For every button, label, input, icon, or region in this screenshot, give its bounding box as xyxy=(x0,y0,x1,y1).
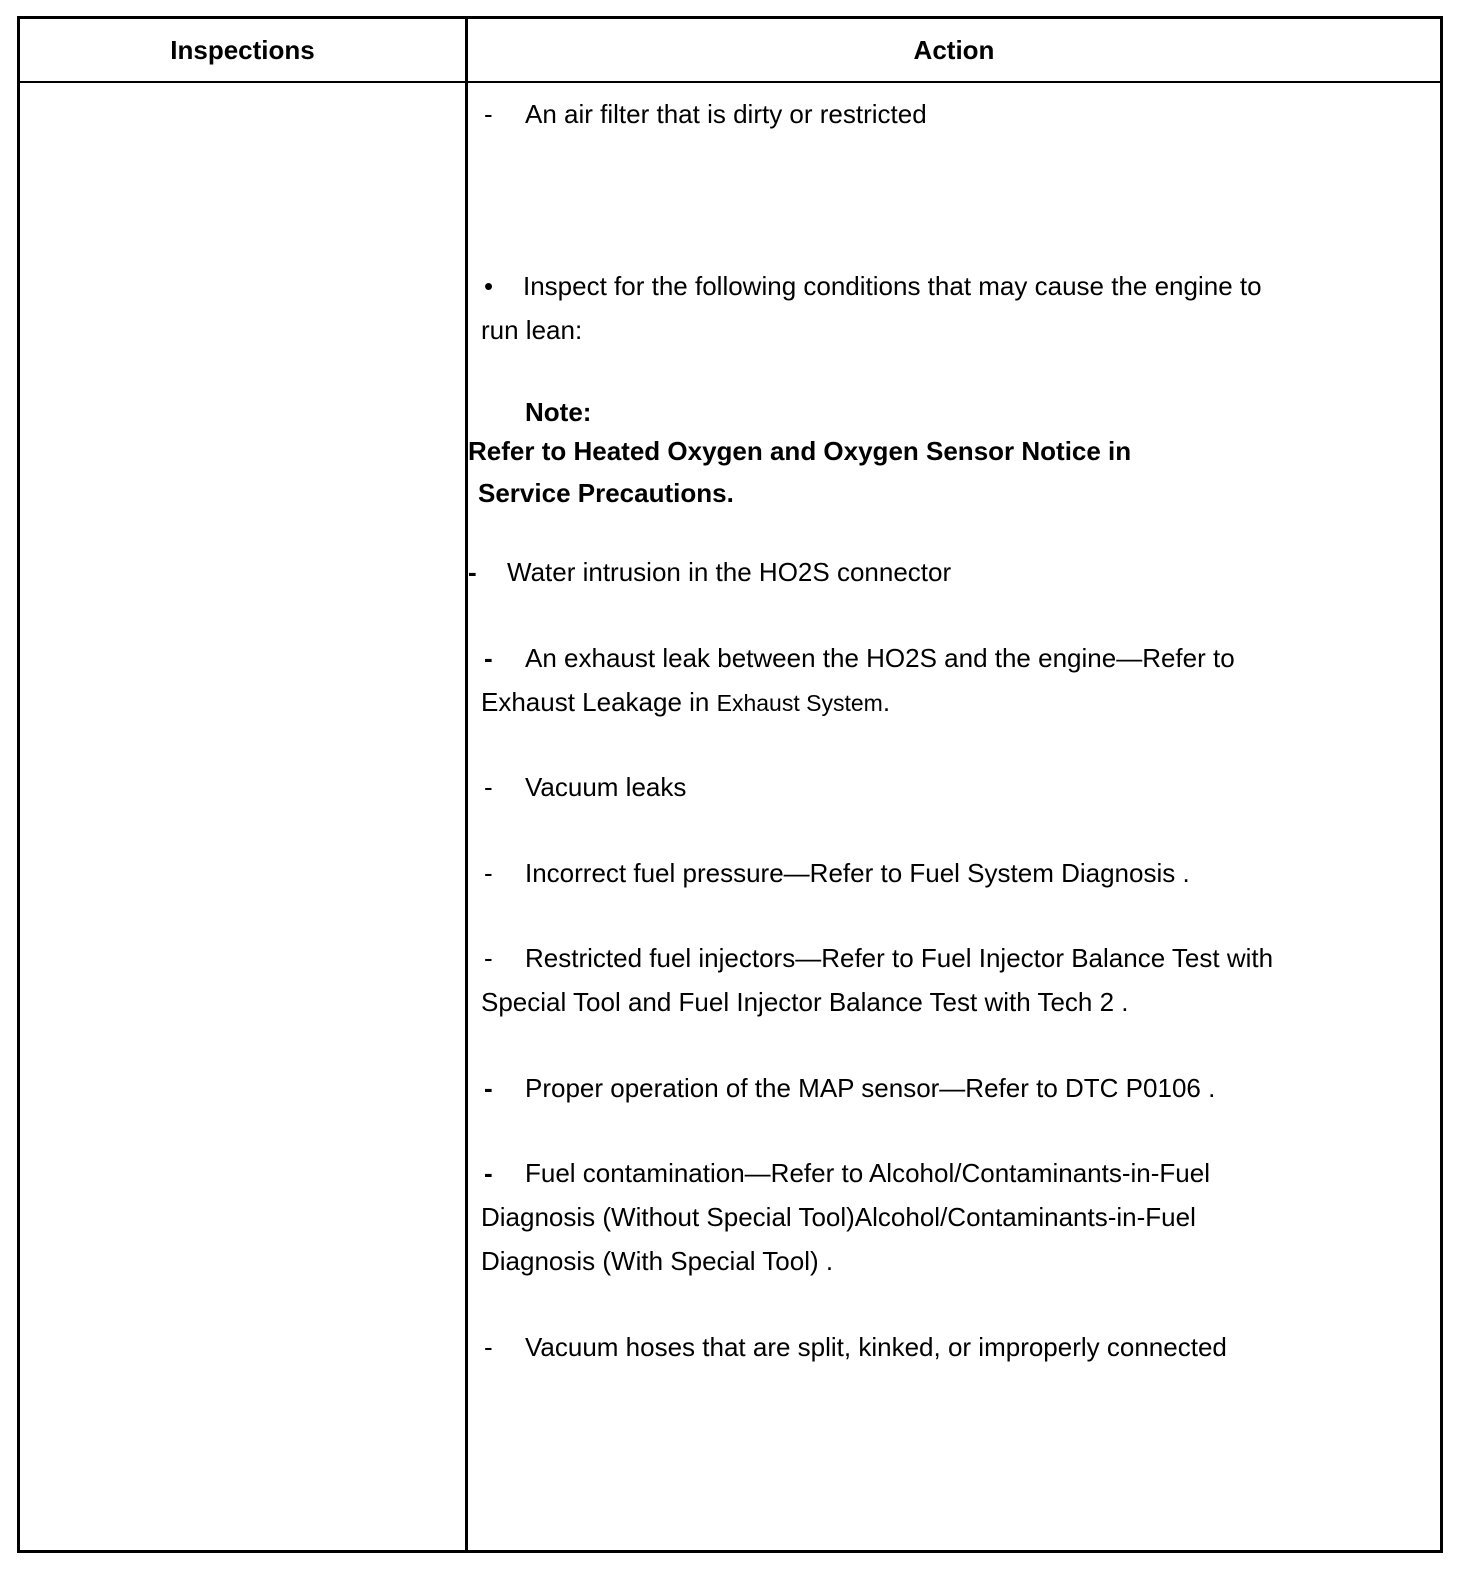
bullet-marker: • xyxy=(484,271,494,301)
item-text: An air filter that is dirty or restricted xyxy=(525,99,927,129)
item-fuel-contamination-continuation-2: Diagnosis (With Special Tool) . xyxy=(481,1246,834,1276)
header-inspections: Inspections xyxy=(170,34,315,65)
dash-marker: - xyxy=(468,557,477,587)
item-text: Restricted fuel injectors—Refer to Fuel Injector Balance Test with xyxy=(525,943,1274,973)
dash-marker: - xyxy=(484,943,493,973)
item-injectors-continuation: Special Tool and Fuel Injector Balance Test with Tech 2 . xyxy=(481,987,1129,1017)
dash-marker: - xyxy=(484,1158,493,1188)
dash-marker: - xyxy=(484,643,493,673)
inspection-table xyxy=(17,16,1443,1553)
dash-marker: - xyxy=(484,772,493,802)
item-text: An exhaust leak between the HO2S and the engine—Refer to xyxy=(525,643,1235,673)
dash-marker: - xyxy=(484,1073,493,1103)
item-text: Vacuum hoses that are split, kinked, or improperly connected xyxy=(525,1332,1227,1362)
item-map-sensor xyxy=(484,1073,1215,1103)
item-air-filter xyxy=(484,99,927,129)
dash-marker: - xyxy=(484,1332,493,1362)
period: . xyxy=(882,687,891,717)
item-text: Water intrusion in the HO2S connector xyxy=(507,557,952,587)
item-exhaust-leak-continuation xyxy=(481,687,890,718)
item-fuel-pressure xyxy=(484,858,1190,888)
note-line-1: Refer to Heated Oxygen and Oxygen Sensor Notice in xyxy=(468,436,1132,466)
item-fuel-contamination xyxy=(484,1158,1210,1188)
item-fuel-contamination-continuation-1: Diagnosis (Without Special Tool)Alcohol/Contaminants-in-Fuel xyxy=(481,1202,1196,1232)
continuation-text: Exhaust Leakage in xyxy=(481,687,717,717)
exhaust-system-ref: Exhaust System xyxy=(716,690,883,716)
item-text: Vacuum leaks xyxy=(525,772,687,802)
item-text: Inspect for the following conditions that may cause the engine to xyxy=(523,271,1262,301)
note-line-2: Service Precautions. xyxy=(478,478,734,508)
item-vacuum-hoses xyxy=(484,1332,1227,1362)
item-exhaust-leak xyxy=(484,643,1235,673)
header-action: Action xyxy=(913,34,995,65)
item-inspect-lean xyxy=(484,271,1262,301)
item-text: Proper operation of the MAP sensor—Refer to DTC P0106 . xyxy=(525,1073,1216,1103)
item-text: Incorrect fuel pressure—Refer to Fuel System Diagnosis . xyxy=(525,858,1190,888)
note-label: Note: xyxy=(525,397,592,427)
item-vacuum-leaks xyxy=(484,772,686,802)
dash-marker: - xyxy=(484,99,493,129)
item-injectors xyxy=(484,943,1273,973)
item-water-intrusion xyxy=(468,557,951,587)
item-text: Fuel contamination—Refer to Alcohol/Contaminants-in-Fuel xyxy=(525,1158,1211,1188)
item-inspect-lean-continuation: run lean: xyxy=(481,315,583,345)
dash-marker: - xyxy=(484,858,493,888)
action-cell xyxy=(468,83,1440,1553)
